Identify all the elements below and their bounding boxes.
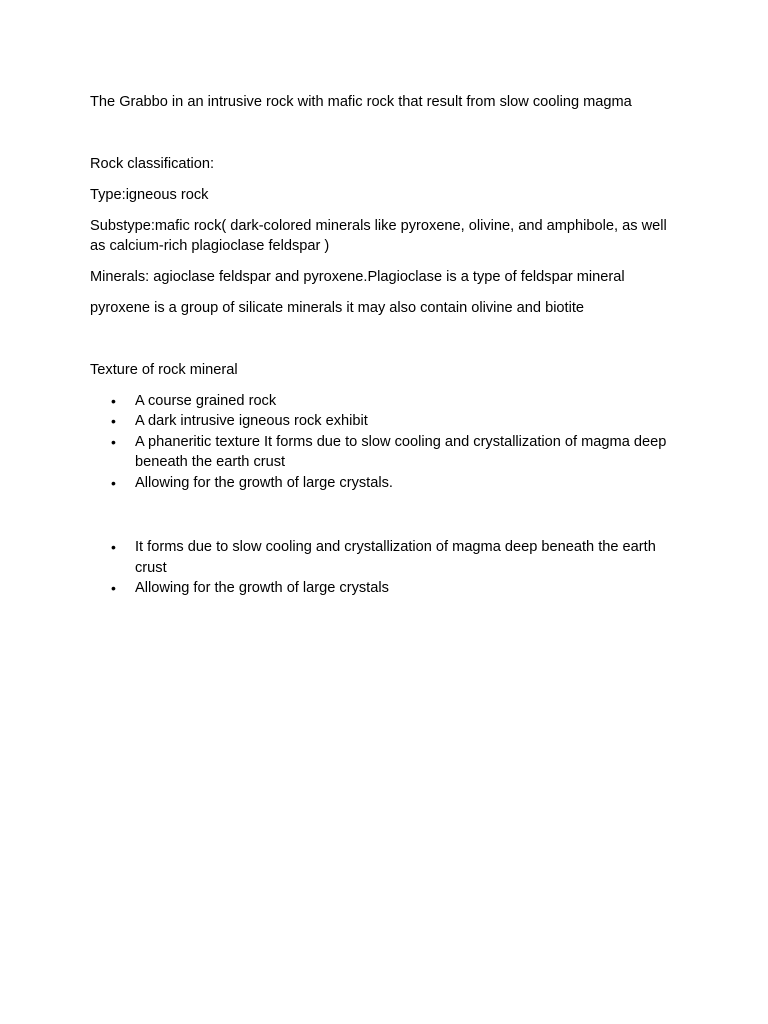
list-item [90,537,680,578]
list-item [90,432,680,473]
list-item [90,473,680,494]
minerals-line: Minerals: agioclase feldspar and pyroxene.Plagioclase is a type of feldspar mineral [90,269,625,285]
intro-paragraph: The Grabbo in an intrusive rock with mafic rock that result from slow cooling magma [90,94,632,110]
texture-heading: Texture of rock mineral [90,361,238,378]
pyroxene-line: pyroxene is a group of silicate minerals it may also contain olivine and biotite [90,300,585,316]
list-item-text: A phaneritic texture It forms due to slow cooling and crystallization of magma deep beneath the earth crust [135,433,667,470]
type-line: Type:igneous rock [90,186,209,203]
bullet-icon: • [111,433,116,450]
bullet-icon: • [111,474,116,491]
texture-bullet-list [90,391,680,494]
list-item-text: Allowing for the growth of large crystals. [135,474,393,491]
list-item [90,391,680,412]
list-item-text: A dark intrusive igneous rock exhibit [135,413,368,429]
list-item [90,578,680,599]
bullet-icon: • [111,413,116,429]
substype-line: Substype:mafic rock( dark-colored minerals like pyroxene, olivine, and amphibole, as well as calcium-rich plagioclase feldspar ) [90,217,667,254]
classification-heading: Rock classification: [90,155,215,172]
second-bullet-list [90,537,680,599]
bullet-icon: • [111,539,116,555]
list-item-text: A course grained rock [135,392,277,409]
bullet-icon: • [111,392,116,409]
list-item [90,411,680,432]
bullet-icon: • [111,580,116,596]
list-item-text: It forms due to slow cooling and crystallization of magma deep beneath the earth crust [135,539,656,576]
list-item-text: Allowing for the growth of large crystals [135,580,389,596]
document-body [90,92,680,599]
